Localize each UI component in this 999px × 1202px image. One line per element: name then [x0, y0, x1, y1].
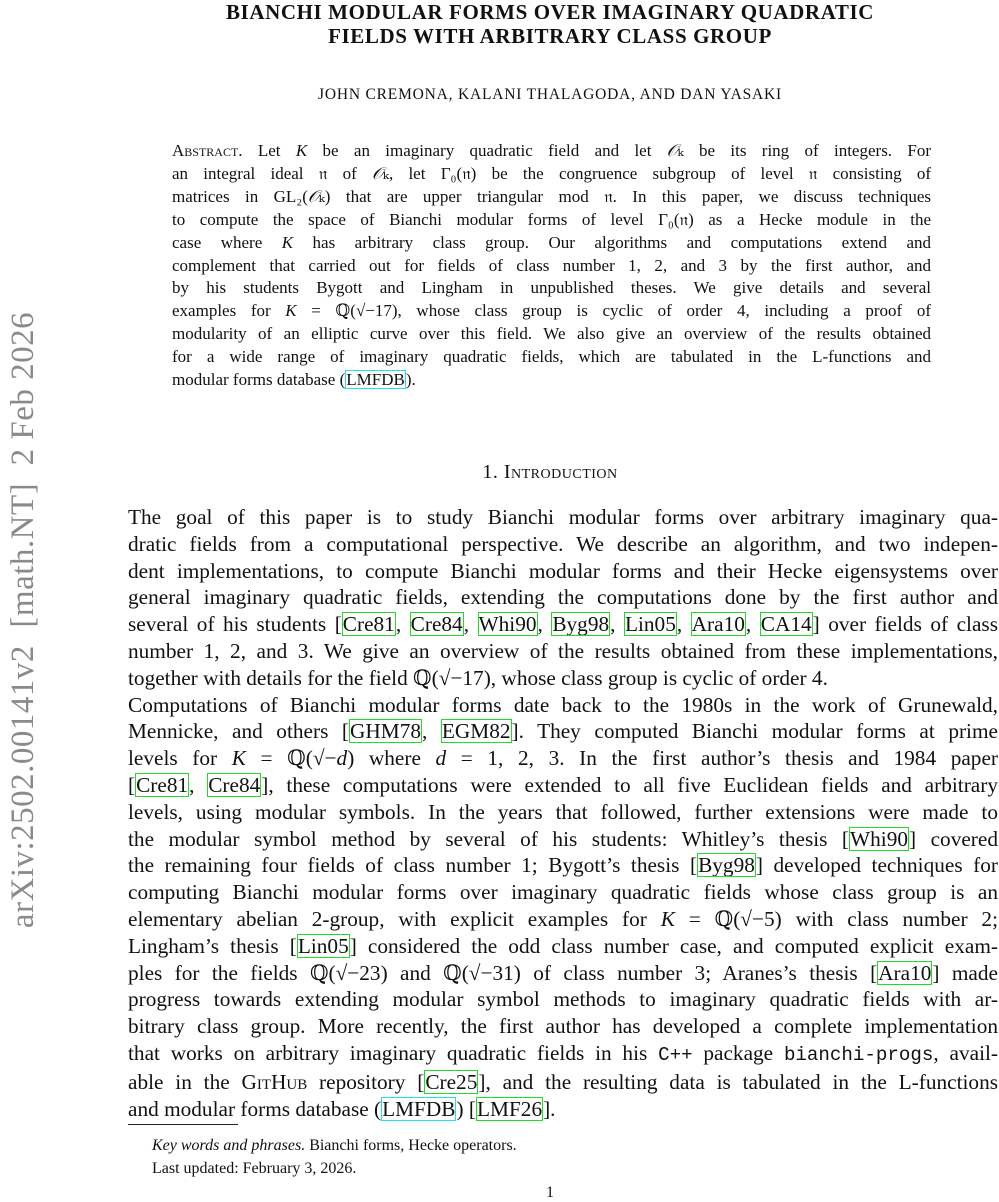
text-span: ] considered the odd class number case, and computed explicit exam-	[349, 933, 998, 958]
citation-link[interactable]: EGM82	[441, 719, 511, 744]
footnote-last-updated: Last updated: February 3, 2026.	[152, 1160, 357, 1177]
text-span: ,	[422, 719, 441, 744]
text-span: ] developed techniques for	[755, 853, 998, 878]
citation-link[interactable]: Whi90	[478, 612, 537, 637]
text-span: C++	[658, 1043, 693, 1066]
section-title: Introduction	[503, 461, 618, 483]
text-span: examples for	[172, 301, 286, 321]
text-span: computing Bianchi modular forms over imaginary quadratic fields whose class group is an	[128, 880, 998, 905]
text-span: [	[128, 772, 136, 797]
text-span: for a wide range of imaginary quadratic fields, which are tabulated in the L-functions and	[172, 347, 931, 367]
text-span: , avail-	[933, 1040, 998, 1065]
text-line	[172, 255, 931, 278]
text-span: ], and the resulting data is tabulated in the L-functions	[478, 1069, 999, 1094]
citation-link[interactable]: Cre84	[410, 612, 463, 637]
text-span: 𝒪	[307, 186, 319, 206]
text-span: 𝒪	[372, 163, 383, 183]
text-line	[172, 163, 931, 186]
text-line	[128, 692, 998, 719]
text-span: and modular forms database (	[128, 1096, 382, 1121]
text-line	[128, 638, 998, 665]
text-span: together with details for the field ℚ(√−17), whose class group is cyclic of order 4.	[128, 665, 828, 690]
text-span: = ℚ(√−5) with class number 2;	[674, 906, 998, 931]
text-span: ].	[543, 1096, 556, 1121]
citation-link[interactable]: Ara10	[691, 612, 745, 637]
authors: JOHN CREMONA, KALANI THALAGODA, AND DAN YASAKI	[318, 86, 782, 103]
citation-link[interactable]: Cre84	[208, 772, 261, 797]
paper-title	[130, 0, 970, 48]
text-span: progress towards extending modular symbol methods to imaginary quadratic fields with ar-	[128, 987, 998, 1012]
text-line	[172, 369, 931, 392]
text-span: K	[281, 232, 294, 252]
text-span: The goal of this paper is to study Bianchi modular forms over arbitrary imaginary qua-	[128, 505, 998, 529]
text-span: repository [	[307, 1069, 425, 1094]
text-line	[128, 745, 998, 772]
text-span: ] covered	[909, 826, 998, 851]
text-span: ,	[537, 612, 552, 637]
text-line	[128, 531, 998, 558]
text-line	[172, 323, 931, 346]
text-span: modularity of an elliptic curve over this field. We also give an overview of the results obtained	[172, 324, 931, 344]
text-line	[128, 906, 998, 933]
text-span: ,	[676, 612, 691, 637]
text-span: ) where	[347, 746, 436, 771]
text-span: ,	[745, 612, 760, 637]
text-span: GitHub	[241, 1069, 308, 1094]
text-line	[128, 584, 998, 611]
text-span: Abstract	[172, 141, 239, 160]
text-span: by his students Bygott and Lingham in unpublished theses. We give details and several	[172, 278, 931, 298]
text-span: matrices in GL₂(	[172, 186, 308, 206]
text-span: ₖ be its ring of integers. For	[677, 141, 931, 160]
lmfdb-link[interactable]: LMFDB	[382, 1096, 456, 1121]
text-span: case where	[172, 232, 282, 252]
text-span: ples for the fields ℚ(√−23) and ℚ(√−31) of class number 3; Aranes’s thesis [	[128, 960, 878, 985]
text-span: elementary abelian 2-group, with explicit examples for	[128, 906, 661, 931]
citation-link[interactable]: Cre81	[342, 612, 395, 637]
text-span: levels for	[128, 746, 232, 771]
text-span: ], these computations were extended to all five Euclidean fields and arbitrary	[261, 772, 998, 797]
text-span: Lingham’s thesis [	[128, 933, 297, 958]
citation-link[interactable]: Byg98	[698, 853, 755, 878]
text-span: bianchi-progs	[783, 1043, 934, 1066]
text-line	[172, 140, 931, 163]
citation-link[interactable]: Byg98	[552, 612, 610, 637]
text-span: Mennicke, and others [	[128, 719, 349, 744]
text-span: d	[336, 746, 348, 771]
citation-link[interactable]: Lin05	[624, 612, 676, 637]
text-span: complement that carried out for fields of class number 1, 2, and 3 by the first author, and	[172, 255, 931, 275]
text-line	[128, 826, 998, 853]
text-span: has arbitrary class group. Our algorithms and computations extend and	[293, 232, 932, 252]
text-span: an integral ideal 𝔫 of	[172, 163, 373, 183]
text-line	[172, 346, 931, 369]
text-line	[128, 718, 998, 745]
text-span: = 1, 2, 3. In the first author’s thesis and 1984 paper	[446, 746, 998, 771]
text-span: = ℚ(√−	[245, 746, 337, 771]
abstract	[172, 140, 931, 392]
text-span: levels, using modular symbols. In the years that followed, further extensions were made to	[128, 799, 998, 824]
text-span: K	[231, 746, 246, 771]
text-span: package	[692, 1040, 784, 1065]
section-heading	[130, 461, 970, 484]
text-span: general imaginary quadratic fields, extending the computations done by the first author and	[128, 585, 998, 610]
text-line	[128, 960, 998, 987]
text-span: K	[295, 141, 308, 160]
text-line	[128, 1096, 998, 1123]
text-span: number 1, 2, and 3. We give an overview of the results obtained from these implementations,	[128, 638, 998, 663]
text-line	[128, 933, 998, 960]
section-number: 1.	[482, 461, 499, 483]
text-span: ]. They computed Bianchi modular forms at prime	[511, 719, 998, 744]
text-line	[128, 665, 998, 692]
text-span: be an imaginary quadratic field and let	[307, 141, 667, 160]
text-span: the modular symbol method by several of his students: Whitley’s thesis [	[128, 826, 850, 851]
text-line	[172, 300, 931, 323]
citation-link[interactable]: Lin05	[297, 933, 349, 958]
text-span: ,	[395, 612, 410, 637]
text-span: that works on arbitrary imaginary quadratic fields in his	[128, 1040, 659, 1065]
footnote-keywords	[152, 1137, 517, 1155]
text-line	[128, 611, 998, 638]
text-line	[172, 232, 931, 255]
title-line: FIELDS WITH ARBITRARY CLASS GROUP	[328, 24, 772, 48]
arxiv-side-stamp: arXiv:2502.00141v2 [math.NT] 2 Feb 2026	[5, 311, 41, 929]
text-line	[128, 558, 998, 585]
text-span: . Let	[238, 141, 296, 160]
keywords-text: Bianchi forms, Hecke operators.	[305, 1137, 517, 1154]
citation-link[interactable]: GHM78	[350, 719, 421, 744]
citation-link[interactable]: Whi90	[850, 826, 908, 851]
text-span: able in the	[128, 1069, 242, 1094]
text-line	[128, 504, 998, 531]
text-span: ,	[189, 772, 208, 797]
text-span: ₖ) that are upper triangular mod 𝔫. In this paper, we discuss techniques	[318, 186, 931, 206]
citation-link[interactable]: Cre81	[136, 772, 189, 797]
text-span: K	[660, 906, 675, 931]
text-span: = ℚ(√−17), whose class group is cyclic of order 4, including a proof of	[296, 301, 931, 321]
text-span: ₖ, let Γ₀(𝔫) be the congruence subgroup of level 𝔫 consisting of	[382, 163, 931, 183]
title-line: BIANCHI MODULAR FORMS OVER IMAGINARY QUADRATIC	[225, 0, 875, 24]
citation-link[interactable]: LMF26	[477, 1096, 543, 1121]
text-span: the remaining four fields of class number 1; Bygott’s thesis [	[128, 853, 698, 878]
text-line	[128, 986, 998, 1013]
page-number: 1	[546, 1184, 554, 1201]
text-span: ) [	[456, 1096, 476, 1121]
text-span: ).	[405, 370, 416, 390]
lmfdb-link[interactable]: LMFDB	[346, 370, 405, 390]
text-line	[128, 879, 998, 906]
text-line	[128, 799, 998, 826]
text-line	[128, 1069, 998, 1096]
text-line	[128, 852, 998, 879]
text-line	[128, 1013, 998, 1040]
text-span: d	[435, 746, 447, 771]
citation-link[interactable]: Cre25	[425, 1069, 478, 1094]
citation-link[interactable]: Ara10	[878, 960, 932, 985]
text-line	[172, 209, 931, 232]
text-span: Computations of Bianchi modular forms date back to the 1980s in the work of Grunewald,	[128, 692, 998, 717]
text-span: K	[285, 301, 297, 321]
text-span: dratic fields from a computational perspective. We describe an algorithm, and two indepen-	[128, 531, 998, 556]
text-line	[172, 277, 931, 300]
text-span: ,	[463, 612, 478, 637]
text-line	[172, 186, 931, 209]
text-line	[128, 1040, 998, 1069]
text-span: 𝒪	[666, 141, 678, 160]
text-span: ,	[610, 612, 624, 637]
footnote-rule	[128, 1124, 238, 1125]
text-span: ] over fields of class	[812, 612, 998, 637]
text-span: bitrary class group. More recently, the first author has developed a complete implementation	[128, 1014, 998, 1039]
text-span: to compute the space of Bianchi modular forms of level Γ₀(𝔫) as a Hecke module in the	[172, 209, 931, 229]
text-line	[128, 772, 998, 799]
text-span: several of his students [	[128, 612, 342, 637]
text-span: ] made	[932, 960, 998, 985]
text-span: modular forms database (	[172, 370, 346, 390]
introduction-body	[128, 504, 998, 1122]
keywords-label: Key words and phrases.	[152, 1137, 306, 1154]
citation-link[interactable]: CA14	[760, 612, 812, 637]
text-span: dent implementations, to compute Bianchi modular forms and their Hecke eigensystems over	[128, 558, 998, 583]
